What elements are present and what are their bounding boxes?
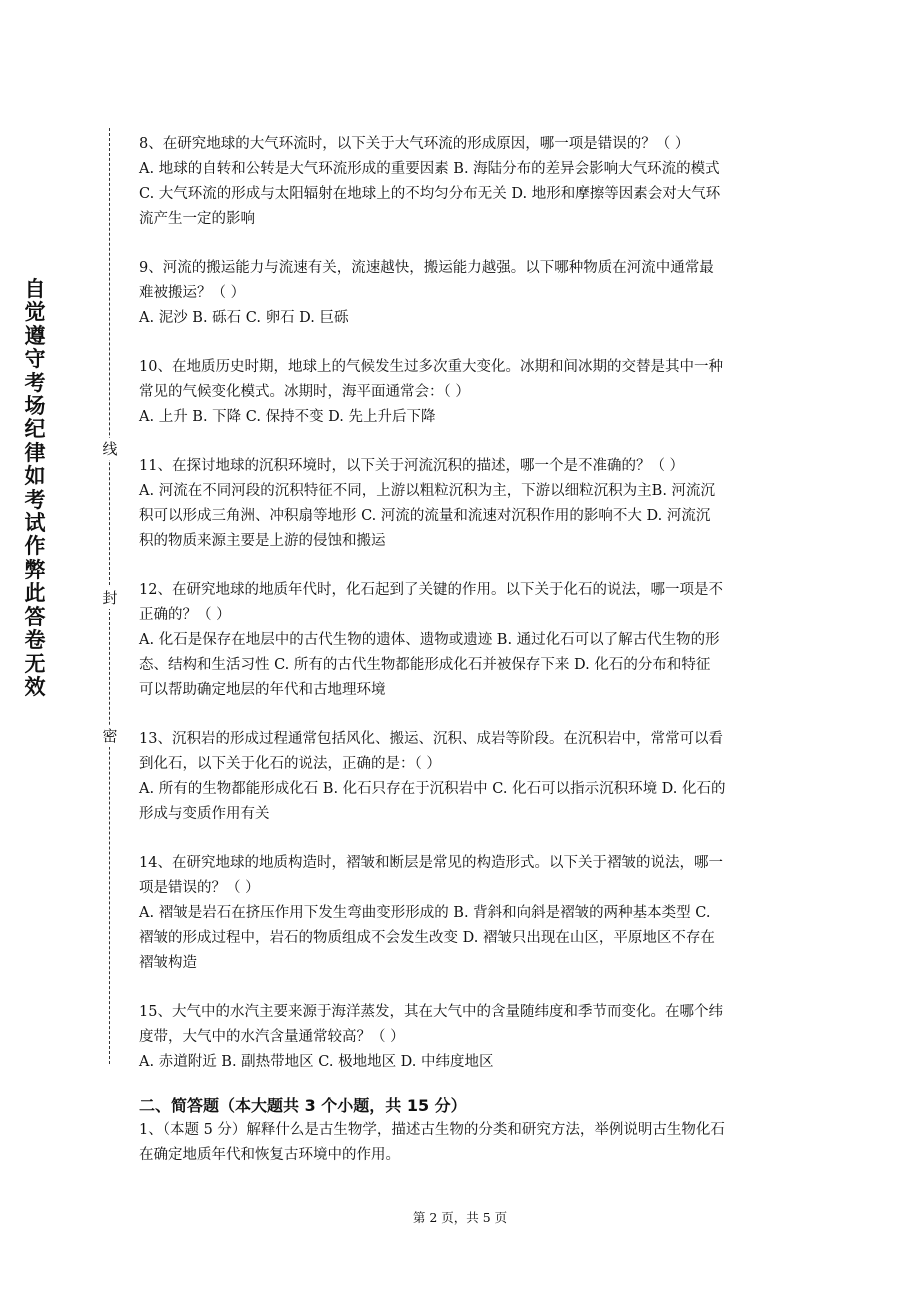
question-stem-line: 10、在地质历史时期，地球上的气候发生过多次重大变化。冰期和间冰期的交替是其中一种 (139, 359, 723, 375)
short-answer-question-1 (139, 1118, 785, 1168)
question-8 (139, 132, 785, 232)
option-line: C. 大气环流的形成与太阳辐射在地球上的不均匀分布无关 D. 地形和摩擦等因素会对大气环 (139, 186, 721, 202)
option-line: 形成与变质作用有关 (139, 806, 270, 822)
question-stem-line: 12、在研究地球的地质年代时，化石起到了关键的作用。以下关于化石的说法，哪一项是不 (139, 582, 723, 598)
option-line: A. 赤道附近 B. 副热带地区 C. 极地地区 D. 中纬度地区 (139, 1054, 494, 1070)
option-line: A. 褶皱是岩石在挤压作用下发生弯曲变形形成的 B. 背斜和向斜是褶皱的两种基本类型 C. (139, 905, 711, 921)
question-13 (139, 727, 785, 827)
question-stem-line: 难被搬运？（ ） (139, 285, 246, 301)
page-number-footer: 第 2 页，共 5 页 (412, 1210, 508, 1225)
option-line: A. 所有的生物都能形成化石 B. 化石只存在于沉积岩中 C. 化石可以指示沉积环境 D. 化石的 (139, 781, 726, 797)
question-9 (139, 256, 785, 331)
question-stem-line: 常见的气候变化模式。冰期时，海平面通常会：（ ） (139, 384, 470, 400)
question-10 (139, 355, 785, 430)
option-line: 褶皱构造 (139, 955, 197, 971)
short-answer-line: 在确定地质年代和恢复古环境中的作用。 (139, 1147, 400, 1163)
option-line: A. 上升 B. 下降 C. 保持不变 D. 先上升后下降 (139, 409, 436, 425)
question-14 (139, 851, 785, 976)
option-line: A. 泥沙 B. 砾石 C. 卵石 D. 巨砾 (139, 310, 349, 326)
option-line: A. 河流在不同河段的沉积特征不同，上游以粗粒沉积为主，下游以细粒沉积为主B. 河流沉 (139, 483, 716, 499)
seal-mark-mi: 密 (100, 725, 120, 747)
question-stem-line: 9、河流的搬运能力与流速有关，流速越快，搬运能力越强。以下哪种物质在河流中通常最 (139, 260, 714, 276)
question-stem-line: 正确的？（ ） (139, 607, 231, 623)
question-12 (139, 578, 785, 703)
option-line: 积可以形成三角洲、冲积扇等地形 C. 河流的流量和流速对沉积作用的影响不大 D. 河流沉 (139, 508, 711, 524)
question-stem-line: 14、在研究地球的地质构造时，褶皱和断层是常见的构造形式。以下关于褶皱的说法，哪一 (139, 855, 723, 871)
exam-discipline-note: 自觉遵守考场纪律如考试作弊此答卷无效 (24, 277, 46, 699)
question-stem-line: 到化石，以下关于化石的说法，正确的是：（ ） (139, 756, 441, 772)
question-stem-line: 8、在研究地球的大气环流时，以下关于大气环流的形成原因，哪一项是错误的？（ ） (139, 136, 690, 152)
option-line: 可以帮助确定地层的年代和古地理环境 (139, 682, 386, 698)
option-line: 态、结构和生活习性 C. 所有的古代生物都能形成化石并被保存下来 D. 化石的分布和特征 (139, 657, 711, 673)
option-line: 流产生一定的影响 (139, 211, 255, 227)
option-line: 积的物质来源主要是上游的侵蚀和搬运 (139, 533, 386, 549)
question-stem-line: 13、沉积岩的形成过程通常包括风化、搬运、沉积、成岩等阶段。在沉积岩中，常常可以看 (139, 731, 723, 747)
question-content (139, 132, 785, 1168)
option-line: A. 化石是保存在地层中的古代生物的遗体、遗物或遗迹 B. 通过化石可以了解古代生物的形 (139, 632, 720, 648)
question-stem-line: 度带，大气中的水汽含量通常较高？（ ） (139, 1029, 405, 1045)
question-stem-line: 11、在探讨地球的沉积环境时，以下关于河流沉积的描述，哪一个是不准确的？（ ） (139, 458, 685, 474)
question-stem-line: 15、大气中的水汽主要来源于海洋蒸发，其在大气中的含量随纬度和季节而变化。在哪个纬 (139, 1004, 723, 1020)
seal-mark-xian: 线 (100, 438, 120, 460)
question-11 (139, 454, 785, 554)
section-title-short-answer: 二、简答题（本大题共 3 个小题，共 15 分） (139, 1096, 467, 1115)
short-answer-line: 1、（本题 5 分）解释什么是古生物学，描述古生物的分类和研究方法，举例说明古生物化石 (139, 1122, 725, 1138)
question-stem-line: 项是错误的？（ ） (139, 880, 260, 896)
question-15 (139, 1000, 785, 1075)
option-line: 褶皱的形成过程中，岩石的物质组成不会发生改变 D. 褶皱只出现在山区，平原地区不存在 (139, 930, 715, 946)
seal-mark-feng: 封 (100, 587, 120, 609)
option-line: A. 地球的自转和公转是大气环流形成的重要因素 B. 海陆分布的差异会影响大气环流的模式 (139, 161, 720, 177)
